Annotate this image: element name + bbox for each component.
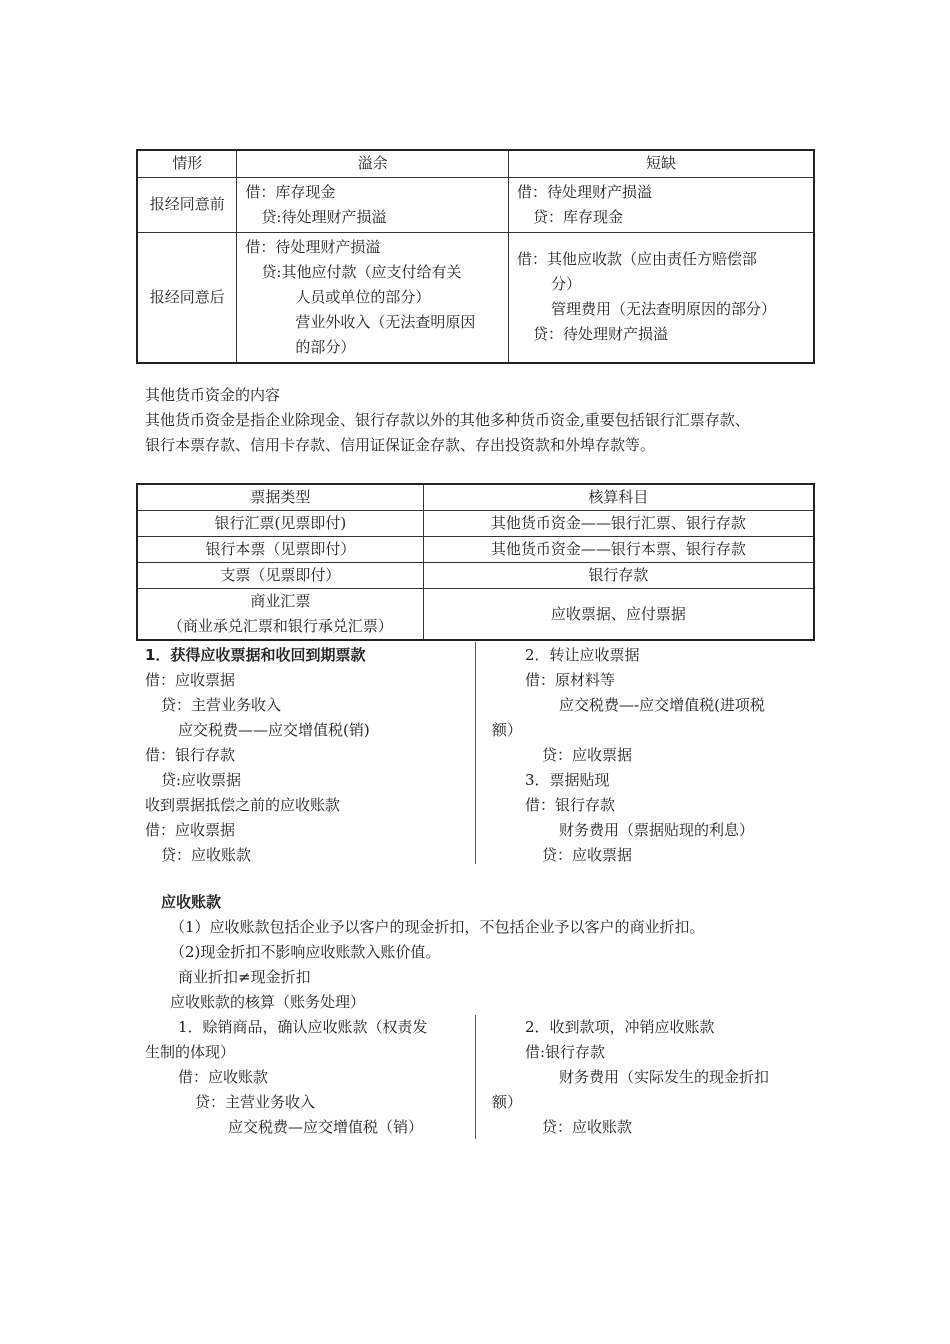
header-account: 核算科目	[423, 484, 814, 511]
entry-line: 贷：主营业务收入	[161, 696, 282, 714]
bill-type-cell: 银行汇票(见票即付)	[137, 511, 423, 537]
entry-line: 收到票据抵偿之前的应收账款	[145, 796, 341, 814]
entry-line: 额）	[492, 721, 523, 739]
other-funds-para-line: 银行本票存款、信用卡存款、信用证保证金存款、存出投资款和外埠存款等。	[145, 436, 656, 454]
entry-line: 应交税费——应交增值税(销)	[178, 721, 370, 739]
bill-type-cell: 银行本票（见票即付）	[137, 537, 423, 563]
entry-line: 借：待处理财产损溢	[245, 237, 381, 256]
bill-type-line: 商业汇票	[250, 592, 311, 610]
ar-point: （2)现金折扣不影响应收账款入账价值。	[170, 943, 441, 961]
column-divider	[475, 1015, 476, 1139]
entry-line: 借：应收账款	[178, 1068, 269, 1086]
entry-line: 财务费用（实际发生的现金折扣	[559, 1068, 770, 1086]
entry-line: 管理费用（无法查明原因的部分）	[550, 300, 776, 318]
bill-type-cell: 支票（见票即付）	[137, 563, 423, 589]
entry-line: 1．赊销商品，确认应收账款（权责发	[178, 1018, 428, 1036]
row-label-after: 报经同意后	[137, 232, 237, 363]
entry-line: 借：应收票据	[145, 821, 236, 839]
after-shortage-cell	[508, 232, 814, 363]
header-situation: 情形	[137, 150, 237, 177]
entry-line: 贷:待处理财产损溢	[261, 207, 387, 226]
entry-line: 借：库存现金	[245, 182, 336, 201]
entry-line: 贷：待处理财产损溢	[532, 325, 668, 343]
entry-line: 人员或单位的部分）	[295, 287, 431, 306]
entry-line: 贷：主营业务收入	[195, 1093, 316, 1111]
entry-line: 借：待处理财产损溢	[516, 182, 652, 201]
header-bill-type: 票据类型	[137, 484, 423, 511]
header-surplus: 溢余	[237, 150, 509, 177]
entry-line: 贷：应收票据	[542, 846, 633, 864]
bill-types-table	[136, 483, 815, 641]
entry-line: 应交税费—应交增值税（销）	[228, 1118, 424, 1136]
account-cell: 银行存款	[423, 563, 814, 589]
entry-line: 贷：应收账款	[542, 1118, 633, 1136]
bill-type-cell	[137, 589, 423, 641]
notes-right-heading: 2．转让应收票据	[525, 646, 640, 664]
row-label-before: 报经同意前	[137, 177, 237, 232]
entry-line: 贷：库存现金	[532, 207, 623, 226]
accounts-receivable-title: 应收账款	[161, 893, 222, 911]
other-funds-title: 其他货币资金的内容	[145, 386, 281, 404]
entry-line: 财务费用（票据贴现的利息）	[559, 821, 755, 839]
entry-line: 借：应收票据	[145, 671, 236, 689]
other-funds-para-line: 其他货币资金是指企业除现金、银行存款以外的其他多种货币资金,重要包括银行汇票存款、	[145, 411, 750, 429]
entry-line: 借：原材料等	[525, 671, 616, 689]
column-divider	[475, 642, 476, 864]
entry-line: 贷:其他应付款（应支付给有关	[261, 262, 462, 281]
entry-line: 2．收到款项，冲销应收账款	[525, 1018, 715, 1036]
entry-line: 营业外收入（无法查明原因	[295, 312, 476, 331]
entry-line: 的部分）	[295, 337, 356, 356]
entry-line: 分）	[550, 275, 581, 293]
entry-line: 额）	[492, 1093, 523, 1111]
after-surplus-cell	[237, 232, 509, 363]
ar-point: 商业折扣≠现金折扣	[178, 968, 311, 986]
entry-line: 借：银行存款	[525, 796, 616, 814]
notes-left-heading: 1．获得应收票据和收回到期票款	[145, 646, 366, 664]
ar-point: （1）应收账款包括企业予以客户的现金折扣，不包括企业予以客户的商业折扣。	[170, 918, 705, 936]
account-cell: 其他货币资金——银行汇票、银行存款	[423, 511, 814, 537]
account-cell: 其他货币资金——银行本票、银行存款	[423, 537, 814, 563]
header-shortage: 短缺	[508, 150, 814, 177]
entry-line: 贷：应收票据	[542, 746, 633, 764]
account-cell: 应收票据、应付票据	[423, 589, 814, 641]
entry-line: 贷：应收账款	[161, 846, 252, 864]
ar-point: 应收账款的核算（账务处理）	[170, 993, 366, 1011]
before-surplus-cell	[237, 177, 509, 232]
entry-line: 生制的体现）	[145, 1043, 236, 1061]
notes-right-heading: 3．票据贴现	[525, 771, 610, 789]
entry-line: 借:银行存款	[525, 1043, 606, 1061]
entry-line: 借：银行存款	[145, 746, 236, 764]
entry-line: 贷:应收票据	[161, 771, 242, 789]
cash-surplus-shortage-table	[136, 149, 815, 364]
before-shortage-cell	[508, 177, 814, 232]
entry-line: 应交税费—-应交增值税(进项税	[559, 696, 765, 714]
entry-line: 借：其他应收款（应由责任方赔偿部	[516, 250, 757, 268]
bill-type-line: （商业承兑汇票和银行承兑汇票）	[167, 617, 393, 635]
